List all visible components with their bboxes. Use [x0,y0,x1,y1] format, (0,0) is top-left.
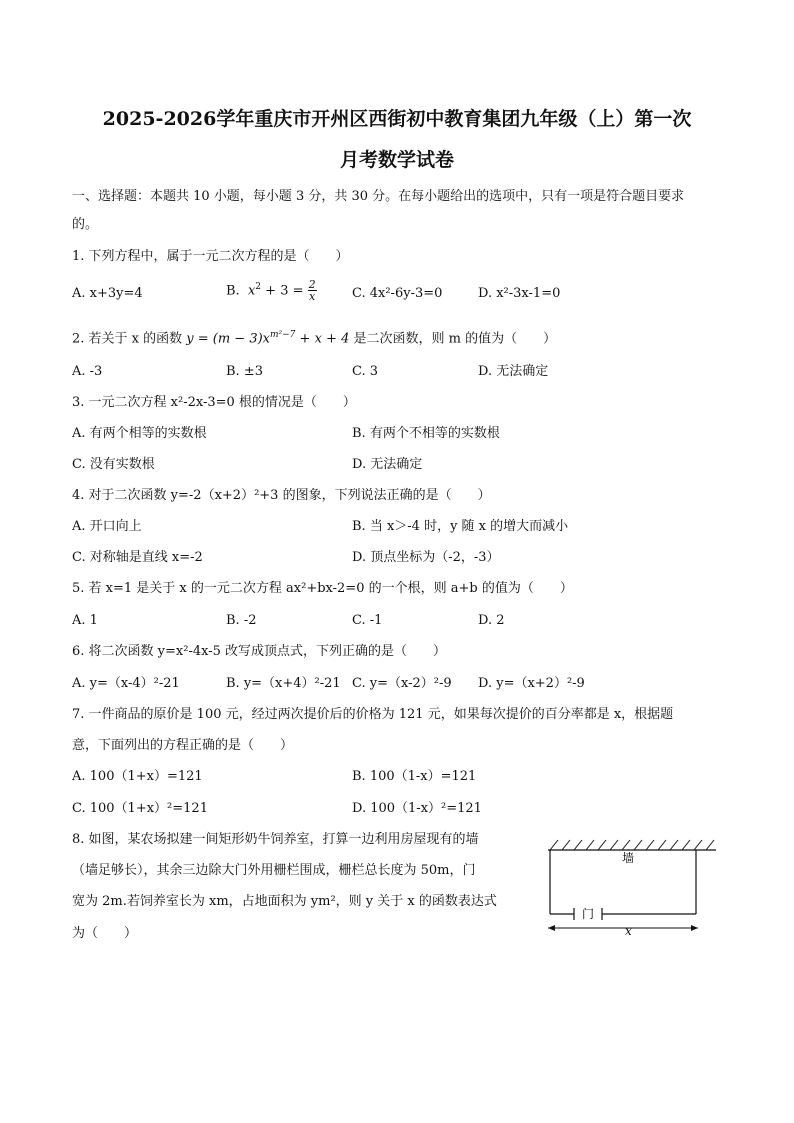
length-label: x [625,924,632,938]
question-7-option-b: B. 100（1-x）=121 [352,769,477,784]
question-5-option-c: C. -1 [352,613,383,628]
question-6-stem: 6. 将二次函数 y=x²-4x-5 改写成顶点式，下列正确的是（ ） [72,644,447,659]
question-1-stem: 1. 下列方程中，属于一元二次方程的是（ ） [72,249,349,264]
question-7-stem-line1: 7. 一件商品的原价是 100 元，经过两次提价后的价格为 121 元，如果每次提价的百分率都是 x，根据题 [72,707,674,722]
wall-hatching [550,840,714,850]
question-1-option-b: B. $x^2 + 3$ = $\frac{2}{x}$ [226,278,316,304]
question-2-option-d: D. 无法确定 [478,364,549,379]
section-heading: 一、选择题：本题共 10 小题，每小题 3 分，共 30 分。在每小题给出的选项中，只有一项是符合题目要求 [72,189,685,204]
question-2-stem: 2. 若关于 x 的函数 $y = (m - 3)x^{m^2-7} + x + 4$ 是二次函数，则 m 的值为（ ） [72,330,557,347]
question-6-option-b: B. y=（x+4）²-21 [226,676,341,691]
question-2-option-a: A. -3 [72,364,103,379]
question-8-stem-line4: 为（ ） [72,926,138,941]
question-7-stem-line2: 意，下面列出的方程正确的是（ ） [72,738,294,753]
question-4-option-b: B. 当 x＞-4 时，y 随 x 的增大而减小 [352,519,569,534]
section-heading-cont: 的。 [72,217,99,232]
question-1-option-c: C. 4x²-6y-3=0 [352,286,443,301]
question-6-option-d: D. y=（x+2）²-9 [478,676,585,691]
wall-label: 墙 [622,851,635,865]
exam-title-line1: 2025-2026学年重庆市开州区西街初中教育集团九年级（上）第一次 [102,108,692,130]
dimension-arrow-right [691,925,698,931]
question-1-option-a: A. x+3y=4 [72,286,143,301]
question-1-option-d: D. x²-3x-1=0 [478,286,561,301]
question-8-stem-line3: 宽为 2m.若饲养室长为 xm，占地面积为 ym²，则 y 关于 x 的函数表达式 [72,894,497,909]
question-3-option-a: A. 有两个相等的实数根 [72,426,207,441]
question-7-option-c: C. 100（1+x）²=121 [72,801,208,816]
question-8-stem-line2: （墙足够长），其余三边除大门外用栅栏围成，栅栏总长度为 50m，门 [72,863,476,878]
exam-title-line2: 月考数学试卷 [339,149,454,171]
question-5-option-b: B. -2 [226,613,257,628]
question-4-stem: 4. 对于二次函数 y=-2（x+2）²+3 的图象，下列说法正确的是（ ） [72,488,491,503]
question-6-option-c: C. y=（x-2）²-9 [352,676,452,691]
question-6-option-a: A. y=（x-4）²-21 [72,676,180,691]
question-7-option-d: D. 100（1-x）²=121 [352,801,482,816]
question-3-option-b: B. 有两个不相等的实数根 [352,426,500,441]
question-2-option-b: B. ±3 [226,364,263,379]
question-4-option-a: A. 开口向上 [72,519,142,534]
door-label: 门 [582,907,595,921]
question-4-option-d: D. 顶点坐标为（-2，-3） [352,550,500,565]
question-3-option-d: D. 无法确定 [352,457,423,472]
question-5-option-d: D. 2 [478,613,505,628]
question-2-option-c: C. 3 [352,364,379,379]
farm-room-diagram [544,838,720,938]
question-3-stem: 3. 一元二次方程 x²-2x-3=0 根的情况是（ ） [72,395,356,410]
question-5-stem: 5. 若 x=1 是关于 x 的一元二次方程 ax²+bx-2=0 的一个根，则 a+b 的值为（ ） [72,581,573,596]
question-8-stem-line1: 8. 如图，某农场拟建一间矩形奶牛饲养室，打算一边利用房屋现有的墙 [72,832,479,847]
question-5-option-a: A. 1 [72,613,98,628]
question-3-option-c: C. 没有实数根 [72,457,155,472]
question-7-option-a: A. 100（1+x）=121 [72,769,203,784]
dimension-arrow-left [548,925,555,931]
question-4-option-c: C. 对称轴是直线 x=-2 [72,550,203,565]
